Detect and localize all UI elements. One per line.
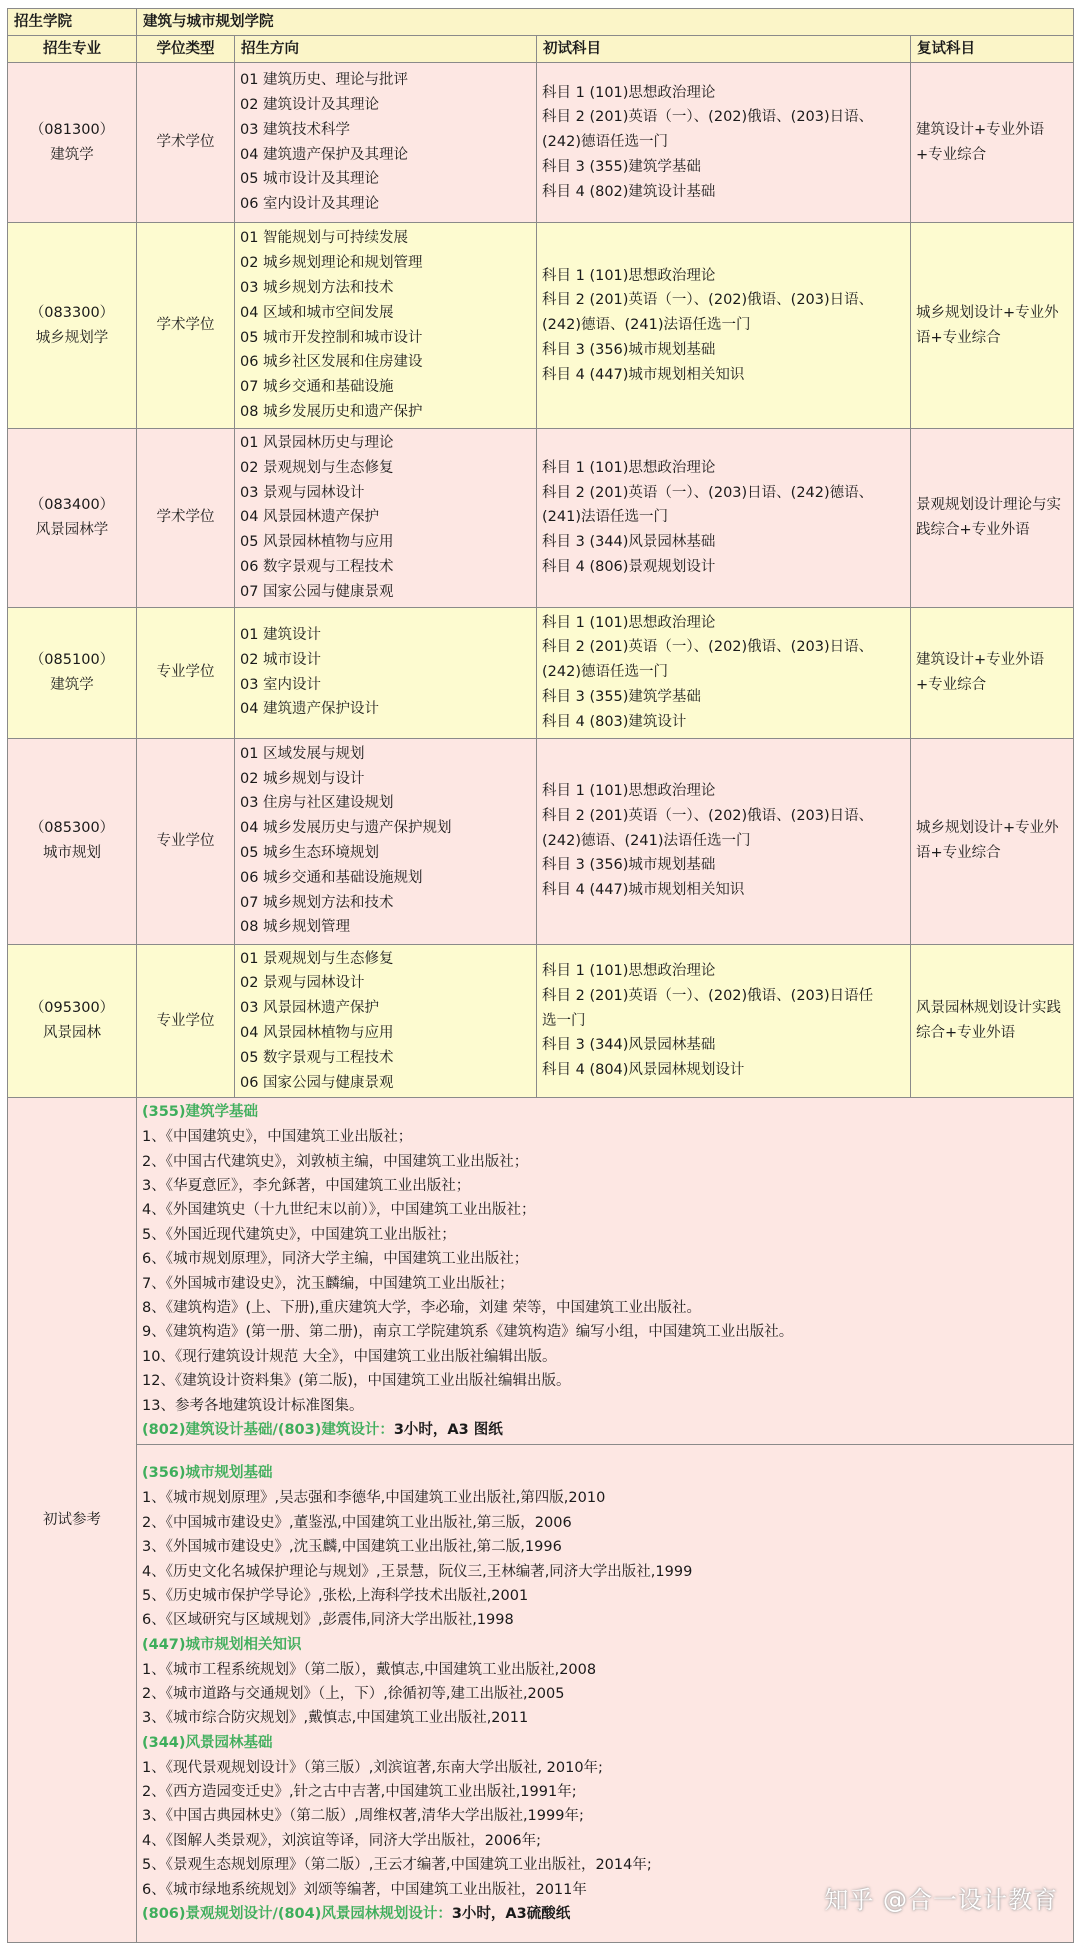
footer-text: 3小时，A3硫酸纸 — [451, 1905, 571, 1922]
subject-item: 科目 3 (344)风景园林基础 — [542, 1037, 716, 1054]
college-value: 建筑与城市规划学院 — [137, 9, 1074, 36]
direction-item: 05 城市开发控制和城市设计 — [240, 329, 423, 346]
program-major-cell — [8, 607, 137, 738]
direction-item: 01 建筑设计 — [240, 626, 322, 643]
reference-block-planning — [137, 1445, 1074, 1943]
column-header-row — [8, 36, 1074, 63]
subject-item: 科目 4 (447)城市规划相关知识 — [542, 366, 745, 383]
program-row — [8, 63, 1074, 223]
program-degree: 学术学位 — [137, 223, 235, 429]
watermark-text: 知乎 @合一设计教育 — [824, 1886, 1058, 1914]
reference-item: 4、《图解人类景观》，刘滨谊等译，同济大学出版社，2006年; — [142, 1832, 542, 1849]
reference-item: 6、《区域研究与区域规划》,彭震伟,同济大学出版社,1998 — [142, 1612, 514, 1629]
program-name: 风景园林学 — [35, 521, 109, 538]
program-retest: 风景园林规划设计实践综合+专业外语 — [911, 944, 1074, 1098]
program-retest: 城乡规划设计+专业外语+专业综合 — [911, 223, 1074, 429]
subject-item: (242)德语任选一门 — [542, 664, 668, 681]
reference-footer — [142, 1418, 1068, 1442]
subject-item: 科目 4 (804)风景园林规划设计 — [542, 1062, 745, 1079]
direction-item: 04 建筑遗产保护设计 — [240, 701, 380, 718]
college-row — [8, 9, 1074, 36]
reference-item: 6、《城市规划原理》，同济大学主编，中国建筑工业出版社； — [142, 1251, 529, 1268]
reference-item: 9、《建筑构造》(第一册、第二册)，南京工学院建筑系《建筑构造》编写小组，中国建筑工业出版社。 — [142, 1324, 794, 1341]
subject-item: 科目 4 (806)景观规划设计 — [542, 558, 716, 575]
reference-item: 3、《中国古典园林史》（第二版）,周维权著,清华大学出版社,1999年; — [142, 1808, 584, 1825]
reference-item: 2、《中国城市建设史》,董鉴泓,中国建筑工业出版社,第三版，2006 — [142, 1514, 572, 1531]
program-degree: 专业学位 — [137, 738, 235, 944]
direction-item: 03 住房与社区建设规划 — [240, 795, 394, 812]
reference-item: 3、《外国城市建设史》,沈玉麟,中国建筑工业出版社,第二版,1996 — [142, 1539, 562, 1556]
program-major-cell — [8, 429, 137, 608]
admission-table — [7, 8, 1074, 1943]
program-degree: 学术学位 — [137, 63, 235, 223]
subject-item: (242)德语任选一门 — [542, 134, 668, 151]
program-retest: 建筑设计+专业外语+专业综合 — [911, 607, 1074, 738]
subject-item: 科目 2 (201)英语（一）、(202)俄语、(203)日语、 — [542, 639, 874, 656]
col-retest: 复试科目 — [911, 36, 1074, 63]
direction-item: 01 风景园林历史与理论 — [240, 435, 394, 451]
subject-item: 选一门 — [542, 1012, 586, 1029]
program-code: （085300） — [29, 820, 115, 837]
subject-item: 科目 2 (201)英语（一）、(202)俄语、(203)日语任 — [542, 987, 874, 1004]
reference-item: 3、《城市综合防灾规划》,戴慎志,中国建筑工业出版社,2011 — [142, 1710, 529, 1727]
direction-item: 04 建筑遗产保护及其理论 — [240, 146, 409, 163]
college-label: 招生学院 — [8, 9, 137, 36]
section-title: (356)城市规划基础 — [142, 1465, 273, 1482]
program-directions — [235, 429, 537, 608]
program-directions — [235, 607, 537, 738]
direction-item: 02 城市设计 — [240, 651, 322, 668]
program-major-cell — [8, 223, 137, 429]
direction-item: 03 城乡规划方法和技术 — [240, 279, 394, 296]
subject-item: 科目 3 (344)风景园林基础 — [542, 534, 716, 551]
program-code: （083300） — [29, 304, 115, 321]
subject-item: 科目 4 (802)建筑设计基础 — [542, 183, 716, 200]
program-name: 城乡规划学 — [35, 329, 109, 346]
reference-row-2 — [8, 1445, 1074, 1943]
reference-item: 1、《城市工程系统规划》（第二版），戴慎志,中国建筑工业出版社,2008 — [142, 1661, 597, 1678]
program-name: 风景园林 — [43, 1024, 101, 1041]
direction-item: 08 城乡发展历史和遗产保护 — [240, 403, 423, 420]
direction-item: 05 城乡生态环境规划 — [240, 845, 380, 862]
reference-row-1 — [8, 1098, 1074, 1445]
subject-item: 科目 4 (447)城市规划相关知识 — [542, 882, 745, 899]
footer-text: 3小时，A3 图纸 — [393, 1422, 503, 1439]
reference-item: 10、《现行建筑设计规范 大全》，中国建筑工业出版社编辑出版。 — [142, 1348, 557, 1365]
program-subjects — [537, 607, 911, 738]
direction-item: 04 区域和城市空间发展 — [240, 304, 394, 321]
section-title: (355)建筑学基础 — [142, 1104, 259, 1121]
direction-item: 06 国家公园与健康景观 — [240, 1074, 394, 1091]
program-major-cell — [8, 63, 137, 223]
subject-item: 科目 1 (101)思想政治理论 — [542, 459, 716, 476]
reference-item: 2、《中国古代建筑史》，刘敦桢主编，中国建筑工业出版社； — [142, 1153, 529, 1170]
program-row — [8, 738, 1074, 944]
program-code: （085100） — [29, 651, 115, 668]
subject-item: 科目 3 (355)建筑学基础 — [542, 688, 701, 705]
reference-item: 1、《城市规划原理》,吴志强和李德华,中国建筑工业出版社,第四版,2010 — [142, 1490, 606, 1507]
reference-item: 7、《外国城市建设史》，沈玉麟编，中国建筑工业出版社； — [142, 1275, 514, 1292]
section-title: (344)风景园林基础 — [142, 1734, 273, 1751]
reference-item: 5、《景观生态规划原理》（第二版）,王云才编著,中国建筑工业出版社，2014年; — [142, 1857, 652, 1874]
direction-item: 07 城乡规划方法和技术 — [240, 894, 394, 911]
program-directions — [235, 944, 537, 1098]
direction-item: 05 城市设计及其理论 — [240, 171, 380, 188]
program-subjects — [537, 944, 911, 1098]
direction-item: 04 风景园林遗产保护 — [240, 509, 380, 526]
program-degree: 学术学位 — [137, 429, 235, 608]
subject-item: 科目 1 (101)思想政治理论 — [542, 267, 716, 284]
reference-block-355 — [137, 1098, 1074, 1445]
direction-item: 03 景观与园林设计 — [240, 484, 365, 501]
reference-item: 1、《中国建筑史》，中国建筑工业出版社； — [142, 1129, 413, 1146]
direction-item: 06 城乡社区发展和住房建设 — [240, 354, 423, 371]
program-name: 城市规划 — [43, 845, 101, 862]
subject-item: 科目 3 (356)城市规划基础 — [542, 341, 716, 358]
program-row — [8, 607, 1074, 738]
program-subjects — [537, 738, 911, 944]
direction-item: 06 城乡交通和基础设施规划 — [240, 869, 423, 886]
col-major: 招生专业 — [8, 36, 137, 63]
section-title: (447)城市规划相关知识 — [142, 1636, 302, 1653]
direction-item: 01 景观规划与生态修复 — [240, 950, 394, 967]
program-degree: 专业学位 — [137, 944, 235, 1098]
direction-item: 01 建筑历史、理论与批评 — [240, 72, 409, 89]
col-direction: 招生方向 — [235, 36, 537, 63]
reference-item: 5、《外国近现代建筑史》，中国建筑工业出版社； — [142, 1226, 456, 1243]
direction-item: 03 室内设计 — [240, 676, 322, 693]
reference-label: 初试参考 — [8, 1098, 137, 1943]
program-row — [8, 223, 1074, 429]
reference-item: 13、参考各地建筑设计标准图集。 — [142, 1397, 364, 1414]
direction-item: 02 城乡规划与设计 — [240, 770, 365, 787]
subject-item: 科目 3 (356)城市规划基础 — [542, 857, 716, 874]
direction-item: 01 智能规划与可持续发展 — [240, 230, 409, 247]
subject-item: 科目 2 (201)英语（一）、(202)俄语、(203)日语、 — [542, 807, 874, 824]
program-retest: 城乡规划设计+专业外语+专业综合 — [911, 738, 1074, 944]
subject-item: 科目 4 (803)建筑设计 — [542, 713, 687, 730]
program-subjects — [537, 429, 911, 608]
subject-item: 科目 1 (101)思想政治理论 — [542, 614, 716, 631]
reference-item: 5、《历史城市保护学导论》,张松,上海科学技术出版社,2001 — [142, 1587, 529, 1604]
subject-item: 科目 2 (201)英语（一）、(203)日语、(242)德语、 — [542, 484, 874, 501]
program-subjects — [537, 63, 911, 223]
footer-title: (802)建筑设计基础/(803)建筑设计： — [142, 1422, 394, 1439]
direction-item: 06 数字景观与工程技术 — [240, 558, 394, 575]
direction-item: 05 数字景观与工程技术 — [240, 1049, 394, 1066]
subject-item: (241)法语任选一门 — [542, 509, 668, 526]
reference-item: 1、《现代景观规划设计》（第三版）,刘滨谊著,东南大学出版社, 2010年; — [142, 1759, 603, 1776]
program-major-cell — [8, 944, 137, 1098]
subject-item: 科目 1 (101)思想政治理论 — [542, 84, 716, 101]
subject-item: (242)德语、(241)法语任选一门 — [542, 832, 751, 849]
reference-item: 3、《华夏意匠》，李允鉌著，中国建筑工业出版社； — [142, 1177, 471, 1194]
subject-item: 科目 2 (201)英语（一）、(202)俄语、(203)日语、 — [542, 292, 874, 309]
subject-item: 科目 1 (101)思想政治理论 — [542, 783, 716, 800]
program-directions — [235, 223, 537, 429]
direction-item: 02 城乡规划理论和规划管理 — [240, 255, 423, 272]
direction-item: 04 城乡发展历史与遗产保护规划 — [240, 820, 452, 837]
subject-item: 科目 3 (355)建筑学基础 — [542, 158, 701, 175]
program-code: （095300） — [29, 1000, 115, 1017]
reference-item: 6、《城市绿地系统规划》刘颂等编著，中国建筑工业出版社，2011年 — [142, 1881, 587, 1898]
subject-item: 科目 1 (101)思想政治理论 — [542, 962, 716, 979]
direction-item: 07 城乡交通和基础设施 — [240, 379, 394, 396]
reference-item: 8、《建筑构造》(上、下册),重庆建筑大学，李必瑜，刘建 荣等，中国建筑工业出版社。 — [142, 1300, 702, 1316]
direction-item: 05 风景园林植物与应用 — [240, 534, 394, 551]
program-name: 建筑学 — [50, 146, 94, 163]
col-degree: 学位类型 — [137, 36, 235, 63]
reference-item: 2、《西方造园变迁史》,针之古中吉著,中国建筑工业出版社,1991年; — [142, 1783, 577, 1800]
direction-item: 01 区域发展与规划 — [240, 745, 365, 762]
program-name: 建筑学 — [50, 676, 94, 693]
program-row — [8, 944, 1074, 1098]
program-major-cell — [8, 738, 137, 944]
direction-item: 03 风景园林遗产保护 — [240, 1000, 380, 1017]
program-code: （081300） — [29, 121, 115, 138]
direction-item: 02 景观规划与生态修复 — [240, 459, 394, 476]
direction-item: 02 景观与园林设计 — [240, 975, 365, 992]
program-row — [8, 429, 1074, 608]
direction-item: 06 室内设计及其理论 — [240, 196, 380, 213]
direction-item: 08 城乡规划管理 — [240, 919, 351, 936]
subject-item: 科目 2 (201)英语（一）、(202)俄语、(203)日语、 — [542, 109, 874, 126]
col-initial: 初试科目 — [537, 36, 911, 63]
reference-item: 2、《城市道路与交通规划》（上，下）,徐循初等,建工出版社,2005 — [142, 1685, 565, 1702]
direction-item: 03 建筑技术科学 — [240, 121, 351, 138]
reference-item: 4、《历史文化名城保护理论与规划》,王景慧，阮仪三,王林编著,同济大学出版社,1999 — [142, 1563, 693, 1580]
reference-item: 4、《外国建筑史（十九世纪末以前）》，中国建筑工业出版社； — [142, 1202, 536, 1219]
direction-item: 04 风景园林植物与应用 — [240, 1024, 394, 1041]
program-retest: 建筑设计+专业外语+专业综合 — [911, 63, 1074, 223]
program-directions — [235, 738, 537, 944]
program-code: （083400） — [29, 496, 115, 513]
footer-title: (806)景观规划设计/(804)风景园林规划设计： — [142, 1905, 452, 1922]
program-directions — [235, 63, 537, 223]
program-degree: 专业学位 — [137, 607, 235, 738]
reference-item: 12、《建筑设计资料集》(第二版)，中国建筑工业出版社编辑出版。 — [142, 1373, 571, 1390]
subject-item: (242)德语、(241)法语任选一门 — [542, 317, 751, 334]
program-retest: 景观规划设计理论与实践综合+专业外语 — [911, 429, 1074, 608]
program-subjects — [537, 223, 911, 429]
direction-item: 07 国家公园与健康景观 — [240, 583, 394, 600]
direction-item: 02 建筑设计及其理论 — [240, 96, 380, 113]
